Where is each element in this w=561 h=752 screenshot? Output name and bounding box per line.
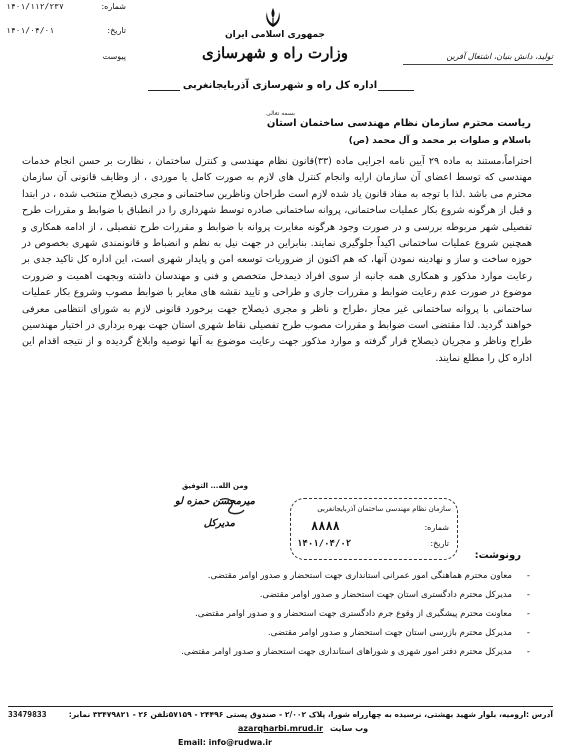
list-item: - معاون محترم هماهنگی امور عمرانی استانداری جهت استحضار و صدور اوامر مقتضی. xyxy=(207,571,530,581)
slogan-underline xyxy=(403,64,553,65)
signer-name: میرمحسن حمزه لو xyxy=(174,496,255,507)
country-name: جمهوری اسلامی ایران xyxy=(224,30,326,40)
incoming-stamp xyxy=(290,498,458,560)
list-item: - مدیرکل محترم دفتر امور شهری و شوراهای استانداری جهت استحضار و صدور اوامر مقتضی. xyxy=(181,647,530,657)
letter-number-label: شماره: xyxy=(101,2,126,11)
stamp-date-label: تاریخ: xyxy=(430,539,449,548)
letter-number-value: ۱۴۰۱/۱۱۲/۲۳۷ xyxy=(6,2,64,11)
list-item: - معاونت محترم پیشگیری از وقوع جرم دادگستری جهت استحضار و و صدور اوامر مقتضی. xyxy=(195,609,530,619)
emblem-icon xyxy=(262,6,284,30)
stamp-date-value: ۱۴۰۱/۰۴/۰۲ xyxy=(297,539,352,549)
closing-phrase: ومن الله... التوفیق xyxy=(182,482,248,490)
signer-title: مدیرکل xyxy=(203,518,235,529)
slogan: تولید، دانش بنیان، اشتغال آفرین xyxy=(446,52,553,61)
letter-date-label: تاریخ: xyxy=(107,26,126,35)
footer-website-label: وب سایت xyxy=(330,724,369,733)
cc-label: رونوشت: xyxy=(474,550,521,561)
cc-item-text: مدیرکل محترم دادگستری استان جهت استحضار و صدور اوامر مقتضی. xyxy=(259,590,512,600)
greeting: باسلام و صلوات بر محمد و آل محمد (ص) xyxy=(348,136,531,146)
department-name: اداره کل راه و شهرسازی آذربایجانغربی xyxy=(182,80,378,91)
letter-body: احتراماً،مستند به ماده ۲۹ آیین نامه اجرایی ماده (۳۳)قانون نظام مهندسی و کنترل ساختمان ، نظارت بر حسن انجام خدمات مهندسی که توسط اعضای آن سازمان ارایه وانجام کنترل های لازم به صورت کامل یا موردی ، از وظایف قانونی آن سازمان محترم می باشد .لذا با توجه به مفاد قانون یاد شده لازم است طراحان وناظرین ساختمانی و مجری ذیصلاح منتخب شده ، در ابتدا و قبل از هرگونه شروع بکار عملیات ساختمانی، پروانه ساختمانی صادره توسط شهرداری را در انطباق با ضوابط و مقررات طرح تفصیلی شهر مربوطه بررسی و در صورت وجود هرگونه مغایرت پروانه با ضوابط و مقررات طرح تفصیلی ، از ادامه همکاری و همچنین شروع عملیات ساختمانی اکیداً جلوگیری نمایند. بنابراین در جهت نیل به نظم و انضباط و قانونمندی شهری بخصوص در حوزه ساخت و ساز و نهادینه نمودن آنها، که هم اکنون از ضروریات توسعه امن و پایدار شهری است، این اداره کل تاکید جدی بر رعایت موارد مذکور و همکاری همه جانبه از سوی افراد ذیمدخل متخصص و فنی و مهندسان داشته وبجهت اهمیت و ضرورت موضوع در صورت عدم رعایت ضوابط و مقررات جاری و طراحی و تایید نقشه های مغایر با ضوابط مصوب وشروع بکار عملیات ساختمانی با پروانه ساختمانی غیر مجاز ،طراح و ناظر و مجری ذیصلاح جهت برخورد قانونی لازم به شورای انتظامی معرفی خواهند گردید. لذا مقتضی است ضوابط و مقررات مصوب طرح تفصیلی نقاط شهری استان جهت بهره برداری در اختیار مهندسین طراح وناظر و مجریان ذیصلاح قرار گرفته و موارد مذکور جهت رعایت موضوع به آنها توصیه وابلاغ گردیده و از نتیجه اقدام این اداره کل را مطلع نمایند. xyxy=(22,156,532,364)
letter-date-row xyxy=(6,26,126,38)
attachment-label: پیوست xyxy=(102,52,126,61)
footer-website-link[interactable]: azarqharbi.mrud.ir xyxy=(238,724,324,733)
cc-list xyxy=(60,571,530,666)
list-item: - مدیرکل محترم دادگستری استان جهت استحضار و صدور اوامر مقتضی. xyxy=(259,590,530,600)
footer-address: آدرس :ارومیه، بلوار شهید بهشتی، نرسیده به چهارراه شورا، پلاک ۲/۰۰۲ - صندوق پستی ۲۴۴۹۶ - ۵۷۱۵۹تلفن ۲۶ - ۳۳۴۷۹۸۲۱ نمابر: xyxy=(68,710,553,719)
divider-right xyxy=(378,90,414,91)
stamp-number-label: شماره: xyxy=(424,523,449,532)
attachment-row xyxy=(6,52,126,64)
list-item: - مدیرکل محترم بازرسی استان جهت استحضار و صدور اوامر مقتضی. xyxy=(267,628,530,638)
ministry-name: وزارت راه و شهرسازی xyxy=(201,44,349,62)
cc-item-text: معاونت محترم پیشگیری از وقوع جرم دادگستری جهت استحضار و و صدور اوامر مقتضی. xyxy=(195,609,512,619)
letter-date-value: ۱۴۰۱/۰۴/۰۱ xyxy=(6,26,55,35)
basmala: بسمه تعالی xyxy=(266,110,295,117)
footer-fax: 33479833 xyxy=(8,710,47,719)
cc-item-text: معاون محترم هماهنگی امور عمرانی استانداری جهت استحضار و صدور اوامر مقتضی. xyxy=(207,571,512,581)
letter-number-row xyxy=(6,2,126,14)
cc-item-text: مدیرکل محترم بازرسی استان جهت استحضار و صدور اوامر مقتضی. xyxy=(267,628,512,638)
recipient: ریاست محترم سازمان نظام مهندسی ساختمان استان xyxy=(266,118,531,129)
stamp-number-value: ۸۸۸۸ xyxy=(311,519,340,533)
cc-item-text: مدیرکل محترم دفتر امور شهری و شوراهای استانداری جهت استحضار و صدور اوامر مقتضی. xyxy=(181,647,512,657)
stamp-title: سازمان نظام مهندسی ساختمان آذربایجانغربی xyxy=(317,505,451,513)
footer-divider xyxy=(8,706,553,707)
footer-email-link[interactable]: Email: info@rudwa.ir xyxy=(178,738,272,747)
